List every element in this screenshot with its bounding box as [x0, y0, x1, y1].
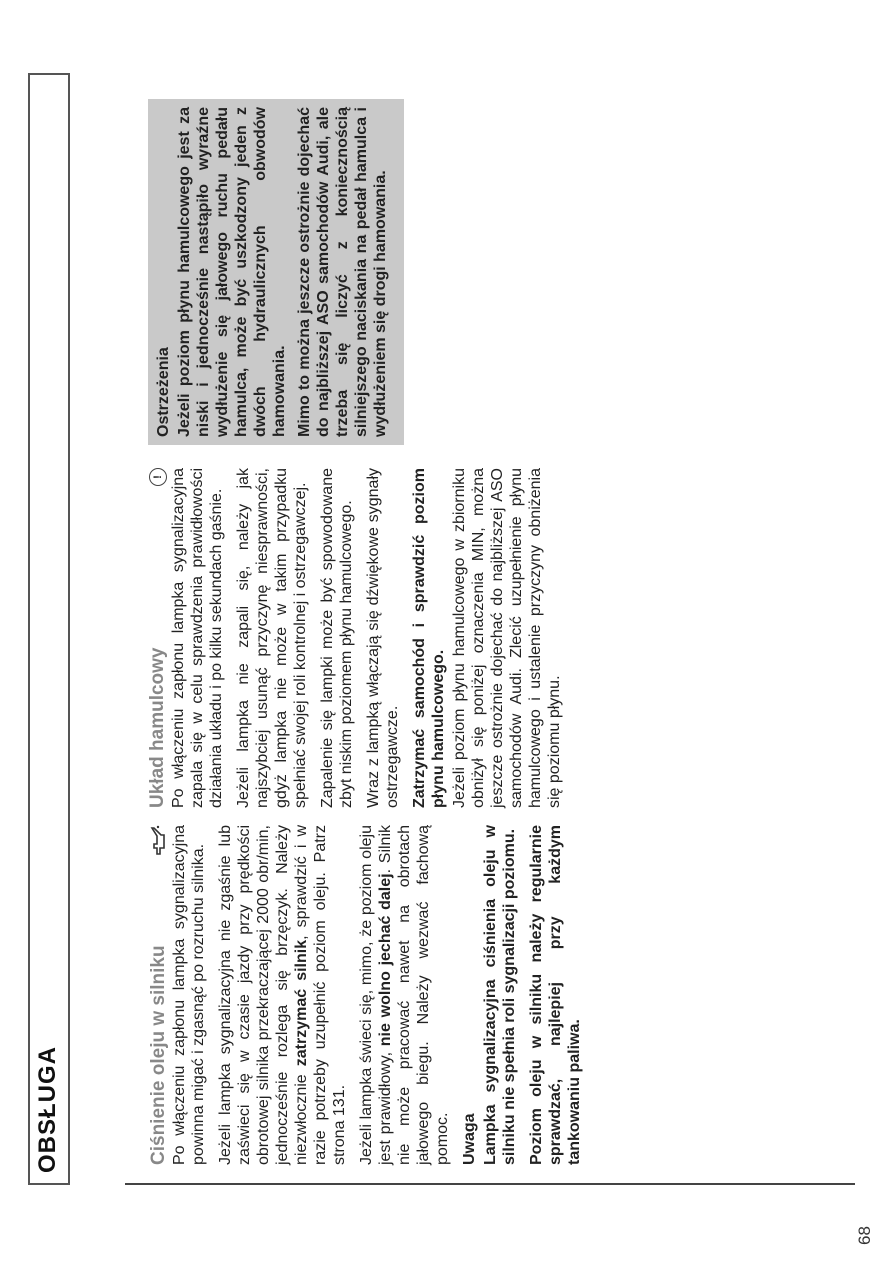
warning-p2: Mimo to można jeszcze ostrożnie dojechać do najbliższej ASO samochodów Audi, ale trzeba się liczyć z koniecznością silniejszego naciskania na pedał hamulca i wydłużeniem się drogi hamowania. [296, 107, 389, 437]
page-number: 68 [855, 1226, 874, 1245]
brake-title: Układ hamulcowy [147, 647, 168, 808]
warning-box [148, 99, 404, 445]
oil-pressure-column [148, 825, 592, 1165]
warnings-column [148, 99, 404, 445]
section-header [28, 73, 70, 1185]
brake-p5: Jeżeli poziom płynu hamulcowego w zbiorniku obniżył się poniżej oznaczenia MIN, można jeszcze ostrożnie dojechać do najbliższej ASO samochodów Audi. Zlecić uzupełnienie płynu hamulcowego i ustalenie przyczyny obniżenia się poziomu płynu. [451, 468, 563, 808]
brake-p2: Jeżeli lampka nie zapali się, należy jak najszybciej usunąć przyczynę niesprawności, gdyż lampka nie może w takim przypadku spełniać swojej roli kontrolnej i ostrzegawczej. [235, 468, 309, 808]
brake-heading [148, 468, 167, 808]
brake-system-column [148, 468, 572, 808]
oil-pressure-p3: Jeżeli lampka świeci się, mimo, że poziom oleju jest prawidłowy, nie wolno jechać dalej. Silnik nie może pracować nawet na obrotach jałowego biegu. Należy wezwać fachową pomoc. [358, 824, 451, 1165]
brake-warning-icon: ! [149, 468, 167, 486]
note-title: Uwaga [461, 1113, 478, 1165]
column-rule [125, 1183, 855, 1185]
page-title: OBSŁUGA [34, 1046, 61, 1173]
brake-p1: Po włączeniu zapłonu lampka sygnalizacyjna zapala się w celu sprawdzenia prawidłowości działania układu i po kilku sekundach gaśnie. [170, 468, 225, 808]
oil-can-icon [148, 825, 168, 857]
note-p1: Lampka sygnalizacyjna ciśnienia oleju w silniku nie spełnia roli sygnalizacji poziomu. [482, 825, 518, 1165]
warning-p1: Jeżeli poziom płynu hamulcowego jest za niski i jednocześnie nastąpiło wyraźne wydłużenie się jałowego ruchu pedału hamulca, może być uszkodzony jeden z dwóch hydraulicznych obwodów hamowania. [176, 107, 288, 437]
oil-pressure-p2: Jeżeli lampka sygnalizacyjna nie zgaśnie lub zaświeci się w czasie jazdy przy prędkości obrotowej silnika przekraczającej 2000 obr/min, jednocześnie rozlega się brzęczyk. Należy niezwłocznie zatrzymać silnik, sprawdzić i w razie potrzeby uzupełnić poziom oleju. Patrz strona 131. [217, 825, 348, 1165]
note-p2: Poziom oleju w silniku należy regularnie sprawdzać, najlepiej przy każdym tankowaniu paliwa. [528, 825, 583, 1165]
brake-subtitle: Zatrzymać samochód i sprawdzić poziom płynu hamulcowego. [411, 468, 447, 808]
oil-pressure-title: Ciśnienie oleju w silniku [147, 945, 169, 1165]
brake-p4: Wraz z lampką włączają się dźwiękowe sygnały ostrzegawcze. [365, 468, 401, 808]
oil-pressure-heading [148, 825, 168, 1165]
brake-p3: Zapalenie się lampki może być spowodowane zbyt niskim poziomem płynu hamulcowego. [319, 468, 355, 808]
oil-pressure-p1: Po włączeniu zapłonu lampka sygnalizacyjna powinna migać i zgasnąć po rozruchu silnika. [171, 825, 207, 1165]
warning-title: Ostrzeżenia [155, 347, 172, 437]
